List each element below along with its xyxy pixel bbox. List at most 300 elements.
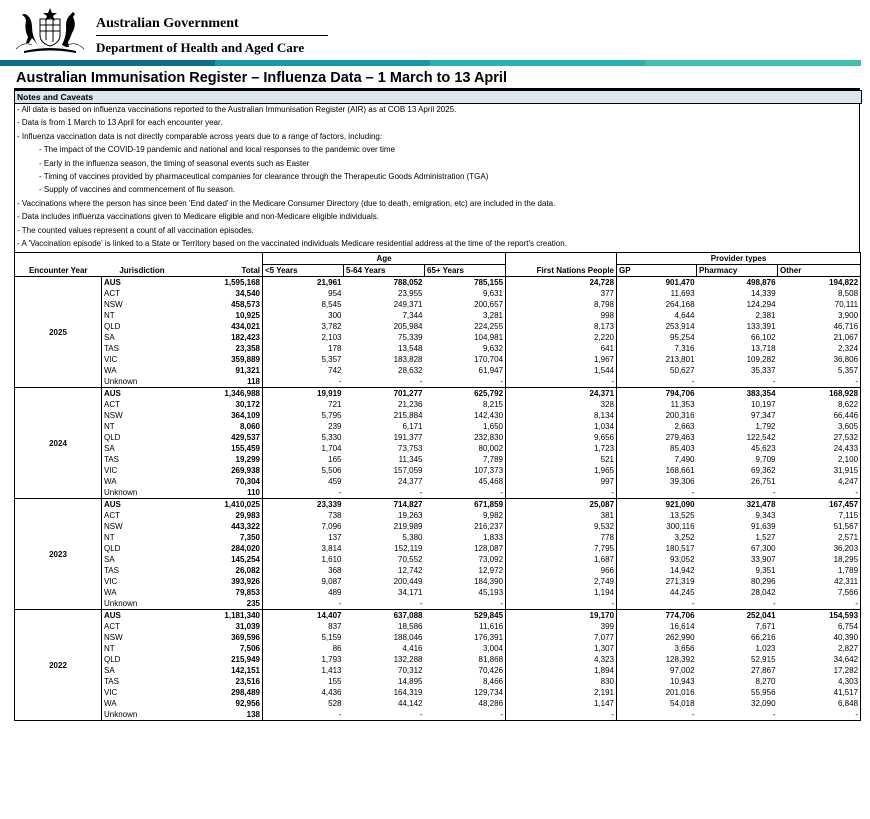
col-age-5-64: 5-64 Years bbox=[344, 265, 425, 277]
value-cell: 26,751 bbox=[751, 477, 776, 486]
value-cell: 2,381 bbox=[755, 311, 776, 320]
value-cell: 79,853 bbox=[235, 588, 260, 597]
value-cell: 954 bbox=[263, 288, 344, 299]
value-cell: 55,956 bbox=[751, 688, 776, 697]
col-age-under-5: <5 Years bbox=[263, 265, 344, 277]
value-cell: 44,245 bbox=[617, 587, 697, 598]
jurisdiction-cell: WA bbox=[102, 476, 183, 487]
value-cell: 284,020 bbox=[231, 544, 260, 553]
value-cell: 124,294 bbox=[746, 300, 776, 309]
value-cell: 45,623 bbox=[751, 444, 776, 453]
table-row bbox=[15, 687, 861, 698]
value-cell: 50,627 bbox=[617, 365, 697, 376]
value-cell: 778 bbox=[506, 532, 617, 543]
jurisdiction-cell: VIC bbox=[102, 354, 183, 365]
value-cell: 11,693 bbox=[617, 288, 697, 299]
value-cell: 104,981 bbox=[474, 333, 504, 342]
band-segment bbox=[645, 60, 861, 66]
value-cell: 164,319 bbox=[393, 688, 423, 697]
table-row bbox=[15, 299, 861, 310]
value-cell: 184,390 bbox=[474, 577, 504, 586]
value-cell: 458,573 bbox=[231, 300, 260, 309]
jurisdiction-cell: NT bbox=[102, 643, 183, 654]
jurisdiction-cell: SA bbox=[102, 443, 183, 454]
value-cell: 67,300 bbox=[751, 544, 776, 553]
value-cell: 176,391 bbox=[474, 633, 504, 642]
value-cell: 269,938 bbox=[231, 466, 260, 475]
table-row bbox=[15, 499, 861, 511]
value-cell: 46,716 bbox=[778, 321, 861, 332]
value-cell: 110 bbox=[183, 487, 263, 499]
col-encounter-year: Encounter Year bbox=[15, 265, 102, 277]
value-cell: 7,795 bbox=[506, 543, 617, 554]
value-cell: 300 bbox=[263, 310, 344, 321]
jurisdiction-cell: AUS bbox=[102, 499, 183, 511]
value-cell: 194,822 bbox=[778, 277, 861, 289]
jurisdiction-cell: ACT bbox=[102, 399, 183, 410]
value-cell: 252,041 bbox=[746, 611, 776, 620]
value-cell: 1,527 bbox=[755, 533, 776, 542]
value-cell: 81,868 bbox=[478, 655, 504, 664]
value-cell: 142,430 bbox=[474, 411, 504, 420]
table-row bbox=[15, 365, 861, 376]
value-cell: 23,339 bbox=[263, 499, 344, 511]
jurisdiction-cell: ACT bbox=[102, 510, 183, 521]
jurisdiction-cell: ACT bbox=[102, 288, 183, 299]
band-segment bbox=[215, 60, 431, 66]
age-group-header: Age bbox=[263, 253, 506, 265]
value-cell: 8,798 bbox=[506, 299, 617, 310]
value-cell: 3,605 bbox=[778, 421, 861, 432]
value-cell: 1,410,025 bbox=[224, 500, 260, 509]
value-cell: 239 bbox=[263, 421, 344, 432]
value-cell: 11,616 bbox=[479, 622, 504, 631]
note-line: - Supply of vaccines and commencement of flu season. bbox=[39, 185, 236, 195]
value-cell: 34,171 bbox=[398, 588, 423, 597]
value-cell: 637,088 bbox=[393, 611, 423, 620]
value-cell: - bbox=[263, 376, 344, 388]
value-cell: 154,593 bbox=[778, 610, 861, 622]
coat-of-arms-icon bbox=[12, 5, 88, 57]
value-cell: 364,109 bbox=[231, 411, 260, 420]
value-cell: 66,446 bbox=[778, 410, 861, 421]
value-cell: 300,116 bbox=[617, 521, 697, 532]
table-row bbox=[15, 465, 861, 476]
value-cell: 9,631 bbox=[482, 289, 504, 298]
value-cell: 19,299 bbox=[235, 455, 260, 464]
value-cell: 1,034 bbox=[506, 421, 617, 432]
value-cell: 2,103 bbox=[263, 332, 344, 343]
value-cell: 85,403 bbox=[617, 443, 697, 454]
value-cell: 168,661 bbox=[617, 465, 697, 476]
value-cell: 701,277 bbox=[393, 389, 423, 398]
table-row bbox=[15, 343, 861, 354]
value-cell: 1,307 bbox=[506, 643, 617, 654]
value-cell: 1,194 bbox=[506, 587, 617, 598]
value-cell: 224,255 bbox=[474, 322, 504, 331]
value-cell: 1,650 bbox=[482, 422, 504, 431]
table-row bbox=[15, 643, 861, 654]
col-jurisdiction: Jurisdiction bbox=[102, 265, 183, 277]
value-cell: 91,321 bbox=[235, 366, 260, 375]
value-cell: 168,928 bbox=[778, 388, 861, 400]
value-cell: - bbox=[697, 709, 778, 721]
value-cell: 1,833 bbox=[482, 533, 504, 542]
jurisdiction-cell: NSW bbox=[102, 410, 183, 421]
jurisdiction-cell: TAS bbox=[102, 343, 183, 354]
table-row bbox=[15, 332, 861, 343]
value-cell: 997 bbox=[506, 476, 617, 487]
value-cell: 7,077 bbox=[506, 632, 617, 643]
government-name: Australian Government bbox=[96, 16, 239, 31]
table-row bbox=[15, 277, 861, 289]
value-cell: 377 bbox=[506, 288, 617, 299]
value-cell: 4,303 bbox=[778, 676, 861, 687]
table-row bbox=[15, 565, 861, 576]
value-cell: 264,168 bbox=[617, 299, 697, 310]
value-cell: 39,306 bbox=[617, 476, 697, 487]
value-cell: 216,237 bbox=[474, 522, 504, 531]
col-first-nations: First Nations People bbox=[506, 265, 617, 277]
value-cell: - bbox=[697, 598, 778, 610]
value-cell: 152,119 bbox=[394, 544, 423, 553]
table-row bbox=[15, 610, 861, 622]
value-cell: 73,092 bbox=[478, 555, 504, 564]
table-row bbox=[15, 587, 861, 598]
value-cell: 133,391 bbox=[746, 322, 776, 331]
value-cell: 3,252 bbox=[617, 532, 697, 543]
note-line: - Timing of vaccines provided by pharmaceutical companies for clearance through the Therapeutic Goods Administration (TGA) bbox=[39, 172, 489, 181]
value-cell: 521 bbox=[506, 454, 617, 465]
table-row bbox=[15, 521, 861, 532]
jurisdiction-cell: AUS bbox=[102, 277, 183, 289]
value-cell: - bbox=[697, 376, 778, 388]
value-cell: 27,532 bbox=[778, 432, 861, 443]
department-name: Department of Health and Aged Care bbox=[96, 40, 305, 55]
value-cell: 1,181,340 bbox=[224, 611, 260, 620]
value-cell: 7,350 bbox=[239, 533, 260, 542]
col-gp: GP bbox=[617, 265, 697, 277]
table-row bbox=[15, 432, 861, 443]
value-cell: 66,216 bbox=[751, 633, 776, 642]
value-cell: 70,552 bbox=[398, 555, 423, 564]
value-cell: 721 bbox=[263, 399, 344, 410]
col-other: Other bbox=[778, 265, 861, 277]
value-cell: 279,463 bbox=[617, 432, 697, 443]
value-cell: 901,470 bbox=[617, 277, 697, 289]
value-cell: 328 bbox=[506, 399, 617, 410]
table-row bbox=[15, 476, 861, 487]
value-cell: - bbox=[506, 376, 617, 388]
value-cell: 671,859 bbox=[474, 500, 504, 509]
value-cell: 4,644 bbox=[617, 310, 697, 321]
value-cell: 10,943 bbox=[617, 676, 697, 687]
value-cell: 2,220 bbox=[506, 332, 617, 343]
provider-group-header: Provider types bbox=[617, 253, 861, 265]
value-cell: 5,357 bbox=[263, 354, 344, 365]
value-cell: 122,542 bbox=[746, 433, 776, 442]
value-cell: 167,457 bbox=[778, 499, 861, 511]
value-cell: 298,489 bbox=[231, 688, 260, 697]
jurisdiction-cell: WA bbox=[102, 698, 183, 709]
encounter-year-cell: 2025 bbox=[15, 277, 102, 388]
value-cell: 235 bbox=[183, 598, 263, 610]
value-cell: 66,102 bbox=[751, 333, 776, 342]
value-cell: 1,894 bbox=[506, 665, 617, 676]
value-cell: 31,915 bbox=[778, 465, 861, 476]
value-cell: 1,023 bbox=[755, 644, 776, 653]
value-cell: 180,517 bbox=[617, 543, 697, 554]
value-cell: 2,191 bbox=[506, 687, 617, 698]
value-cell: 70,312 bbox=[398, 666, 423, 675]
value-cell: 40,390 bbox=[778, 632, 861, 643]
value-cell: 4,416 bbox=[402, 644, 423, 653]
table-row bbox=[15, 321, 861, 332]
value-cell: 9,656 bbox=[506, 432, 617, 443]
table-row bbox=[15, 410, 861, 421]
value-cell: 12,972 bbox=[478, 566, 504, 575]
note-line: - All data is based on influenza vaccinations reported to the Australian Immunisation Register (AIR) as at COB 13 April 2025. bbox=[17, 105, 457, 114]
value-cell: 200,449 bbox=[393, 577, 423, 586]
value-cell: 1,965 bbox=[506, 465, 617, 476]
value-cell: 5,795 bbox=[263, 410, 344, 421]
band-segment bbox=[430, 60, 646, 66]
value-cell: 70,304 bbox=[235, 477, 260, 486]
table-row bbox=[15, 698, 861, 709]
table-row bbox=[15, 654, 861, 665]
value-cell: 109,282 bbox=[746, 355, 776, 364]
jurisdiction-cell: QLD bbox=[102, 432, 183, 443]
jurisdiction-cell: NT bbox=[102, 310, 183, 321]
value-cell: 21,236 bbox=[398, 400, 423, 409]
value-cell: 381 bbox=[506, 510, 617, 521]
col-age-65-plus: 65+ Years bbox=[425, 265, 506, 277]
value-cell: - bbox=[778, 376, 861, 388]
value-cell: 215,884 bbox=[393, 411, 423, 420]
value-cell: - bbox=[617, 598, 697, 610]
jurisdiction-cell: Unknown bbox=[102, 376, 183, 388]
col-pharmacy: Pharmacy bbox=[697, 265, 778, 277]
value-cell: 8,545 bbox=[263, 299, 344, 310]
notes-heading: Notes and Caveats bbox=[14, 90, 862, 104]
jurisdiction-cell: AUS bbox=[102, 388, 183, 400]
value-cell: - bbox=[617, 487, 697, 499]
value-cell: - bbox=[344, 487, 425, 499]
value-cell: 31,039 bbox=[235, 622, 260, 631]
value-cell: 738 bbox=[263, 510, 344, 521]
table-row bbox=[15, 510, 861, 521]
jurisdiction-cell: VIC bbox=[102, 687, 183, 698]
value-cell: 393,926 bbox=[231, 577, 260, 586]
value-cell: 11,345 bbox=[398, 455, 423, 464]
value-cell: 4,247 bbox=[778, 476, 861, 487]
value-cell: 14,407 bbox=[263, 610, 344, 622]
value-cell: 219,989 bbox=[393, 522, 423, 531]
value-cell: 429,537 bbox=[231, 433, 260, 442]
value-cell: 45,193 bbox=[478, 588, 504, 597]
value-cell: 2,100 bbox=[778, 454, 861, 465]
table-row bbox=[15, 443, 861, 454]
table-row bbox=[15, 709, 861, 721]
jurisdiction-cell: NT bbox=[102, 421, 183, 432]
page-title: Australian Immunisation Register – Influenza Data – 1 March to 13 April bbox=[16, 70, 507, 86]
value-cell: 10,925 bbox=[235, 311, 260, 320]
value-cell: 23,955 bbox=[398, 289, 423, 298]
jurisdiction-cell: Unknown bbox=[102, 487, 183, 499]
value-cell: 28,042 bbox=[751, 588, 776, 597]
value-cell: 36,806 bbox=[778, 354, 861, 365]
table-row bbox=[15, 554, 861, 565]
value-cell: 6,171 bbox=[402, 422, 423, 431]
table-row bbox=[15, 598, 861, 610]
value-cell: - bbox=[506, 598, 617, 610]
note-line: - Influenza vaccination data is not directly comparable across years due to a range of factors, including: bbox=[17, 131, 383, 141]
value-cell: 742 bbox=[263, 365, 344, 376]
value-cell: 5,380 bbox=[402, 533, 423, 542]
value-cell: 182,423 bbox=[231, 333, 260, 342]
table-row bbox=[15, 632, 861, 643]
value-cell: 232,830 bbox=[474, 433, 504, 442]
value-cell: 70,111 bbox=[778, 299, 861, 310]
value-cell: 25,087 bbox=[506, 499, 617, 511]
value-cell: 4,436 bbox=[263, 687, 344, 698]
value-cell: 30,172 bbox=[235, 400, 260, 409]
jurisdiction-cell: ACT bbox=[102, 621, 183, 632]
table-row bbox=[15, 665, 861, 676]
value-cell: 9,709 bbox=[755, 455, 776, 464]
value-cell: 24,728 bbox=[506, 277, 617, 289]
value-cell: 86 bbox=[263, 643, 344, 654]
value-cell: 383,354 bbox=[746, 389, 776, 398]
value-cell: - bbox=[263, 709, 344, 721]
value-cell: 188,046 bbox=[393, 633, 423, 642]
value-cell: - bbox=[617, 709, 697, 721]
encounter-year-cell: 2024 bbox=[15, 388, 102, 499]
col-total: Total bbox=[183, 265, 263, 277]
value-cell: 13,718 bbox=[751, 344, 776, 353]
value-cell: 489 bbox=[263, 587, 344, 598]
jurisdiction-cell: TAS bbox=[102, 676, 183, 687]
value-cell: 80,296 bbox=[751, 577, 776, 586]
value-cell: 132,288 bbox=[393, 655, 423, 664]
value-cell: 33,907 bbox=[751, 555, 776, 564]
value-cell: 36,203 bbox=[778, 543, 861, 554]
value-cell: 774,706 bbox=[617, 610, 697, 622]
value-cell: 32,090 bbox=[751, 699, 776, 708]
value-cell: 138 bbox=[183, 709, 263, 721]
value-cell: 8,622 bbox=[778, 399, 861, 410]
value-cell: 19,919 bbox=[263, 388, 344, 400]
value-cell: 7,344 bbox=[402, 311, 423, 320]
table-row bbox=[15, 454, 861, 465]
value-cell: - bbox=[778, 709, 861, 721]
value-cell: 8,466 bbox=[482, 677, 504, 686]
value-cell: 2,749 bbox=[506, 576, 617, 587]
value-cell: 128,392 bbox=[617, 654, 697, 665]
value-cell: 1,595,168 bbox=[224, 278, 260, 287]
value-cell: 1,610 bbox=[263, 554, 344, 565]
value-cell: 249,371 bbox=[393, 300, 423, 309]
value-cell: 2,324 bbox=[778, 343, 861, 354]
value-cell: - bbox=[778, 598, 861, 610]
value-cell: 11,353 bbox=[617, 399, 697, 410]
jurisdiction-cell: NSW bbox=[102, 632, 183, 643]
table-row bbox=[15, 354, 861, 365]
value-cell: 178 bbox=[263, 343, 344, 354]
value-cell: 107,373 bbox=[474, 466, 504, 475]
influenza-data-table bbox=[14, 252, 861, 721]
value-cell: 1,789 bbox=[778, 565, 861, 576]
jurisdiction-cell: SA bbox=[102, 554, 183, 565]
value-cell: 837 bbox=[263, 621, 344, 632]
value-cell: 118 bbox=[183, 376, 263, 388]
value-cell: 1,413 bbox=[263, 665, 344, 676]
table-row bbox=[15, 399, 861, 410]
value-cell: 14,942 bbox=[617, 565, 697, 576]
jurisdiction-cell: WA bbox=[102, 587, 183, 598]
value-cell: 12,742 bbox=[398, 566, 423, 575]
value-cell: 21,067 bbox=[778, 332, 861, 343]
jurisdiction-cell: QLD bbox=[102, 654, 183, 665]
note-line: - The counted values represent a count of all vaccination episodes. bbox=[17, 225, 254, 235]
value-cell: 7,789 bbox=[482, 455, 504, 464]
value-cell: 35,337 bbox=[751, 366, 776, 375]
jurisdiction-cell: NSW bbox=[102, 521, 183, 532]
value-cell: 7,506 bbox=[239, 644, 260, 653]
value-cell: 1,147 bbox=[506, 698, 617, 709]
value-cell: - bbox=[425, 376, 506, 388]
value-cell: 73,753 bbox=[398, 444, 423, 453]
value-cell: 157,059 bbox=[393, 466, 423, 475]
value-cell: 7,566 bbox=[778, 587, 861, 598]
value-cell: 1,793 bbox=[263, 654, 344, 665]
value-cell: 498,876 bbox=[746, 278, 776, 287]
value-cell: - bbox=[617, 376, 697, 388]
value-cell: - bbox=[344, 598, 425, 610]
value-cell: 271,319 bbox=[617, 576, 697, 587]
value-cell: - bbox=[263, 598, 344, 610]
value-cell: 95,254 bbox=[617, 332, 697, 343]
value-cell: 966 bbox=[506, 565, 617, 576]
value-cell: 5,159 bbox=[263, 632, 344, 643]
value-cell: 3,814 bbox=[263, 543, 344, 554]
value-cell: 3,900 bbox=[778, 310, 861, 321]
page-header bbox=[0, 0, 870, 62]
value-cell: 200,657 bbox=[474, 300, 504, 309]
value-cell: 145,254 bbox=[231, 555, 260, 564]
band-segment bbox=[0, 60, 216, 66]
value-cell: 75,339 bbox=[398, 333, 423, 342]
value-cell: - bbox=[778, 487, 861, 499]
value-cell: 369,596 bbox=[231, 633, 260, 642]
value-cell: 52,915 bbox=[751, 655, 776, 664]
jurisdiction-cell: TAS bbox=[102, 454, 183, 465]
value-cell: 97,002 bbox=[617, 665, 697, 676]
value-cell: 155 bbox=[263, 676, 344, 687]
jurisdiction-cell: AUS bbox=[102, 610, 183, 622]
value-cell: 2,663 bbox=[617, 421, 697, 432]
value-cell: 8,215 bbox=[482, 400, 504, 409]
jurisdiction-cell: TAS bbox=[102, 565, 183, 576]
value-cell: 19,263 bbox=[398, 511, 423, 520]
value-cell: 8,134 bbox=[506, 410, 617, 421]
value-cell: 23,516 bbox=[235, 677, 260, 686]
value-cell: 213,801 bbox=[617, 354, 697, 365]
value-cell: 5,330 bbox=[263, 432, 344, 443]
header-rule bbox=[96, 35, 328, 36]
value-cell: 54,018 bbox=[617, 698, 697, 709]
value-cell: 5,357 bbox=[778, 365, 861, 376]
